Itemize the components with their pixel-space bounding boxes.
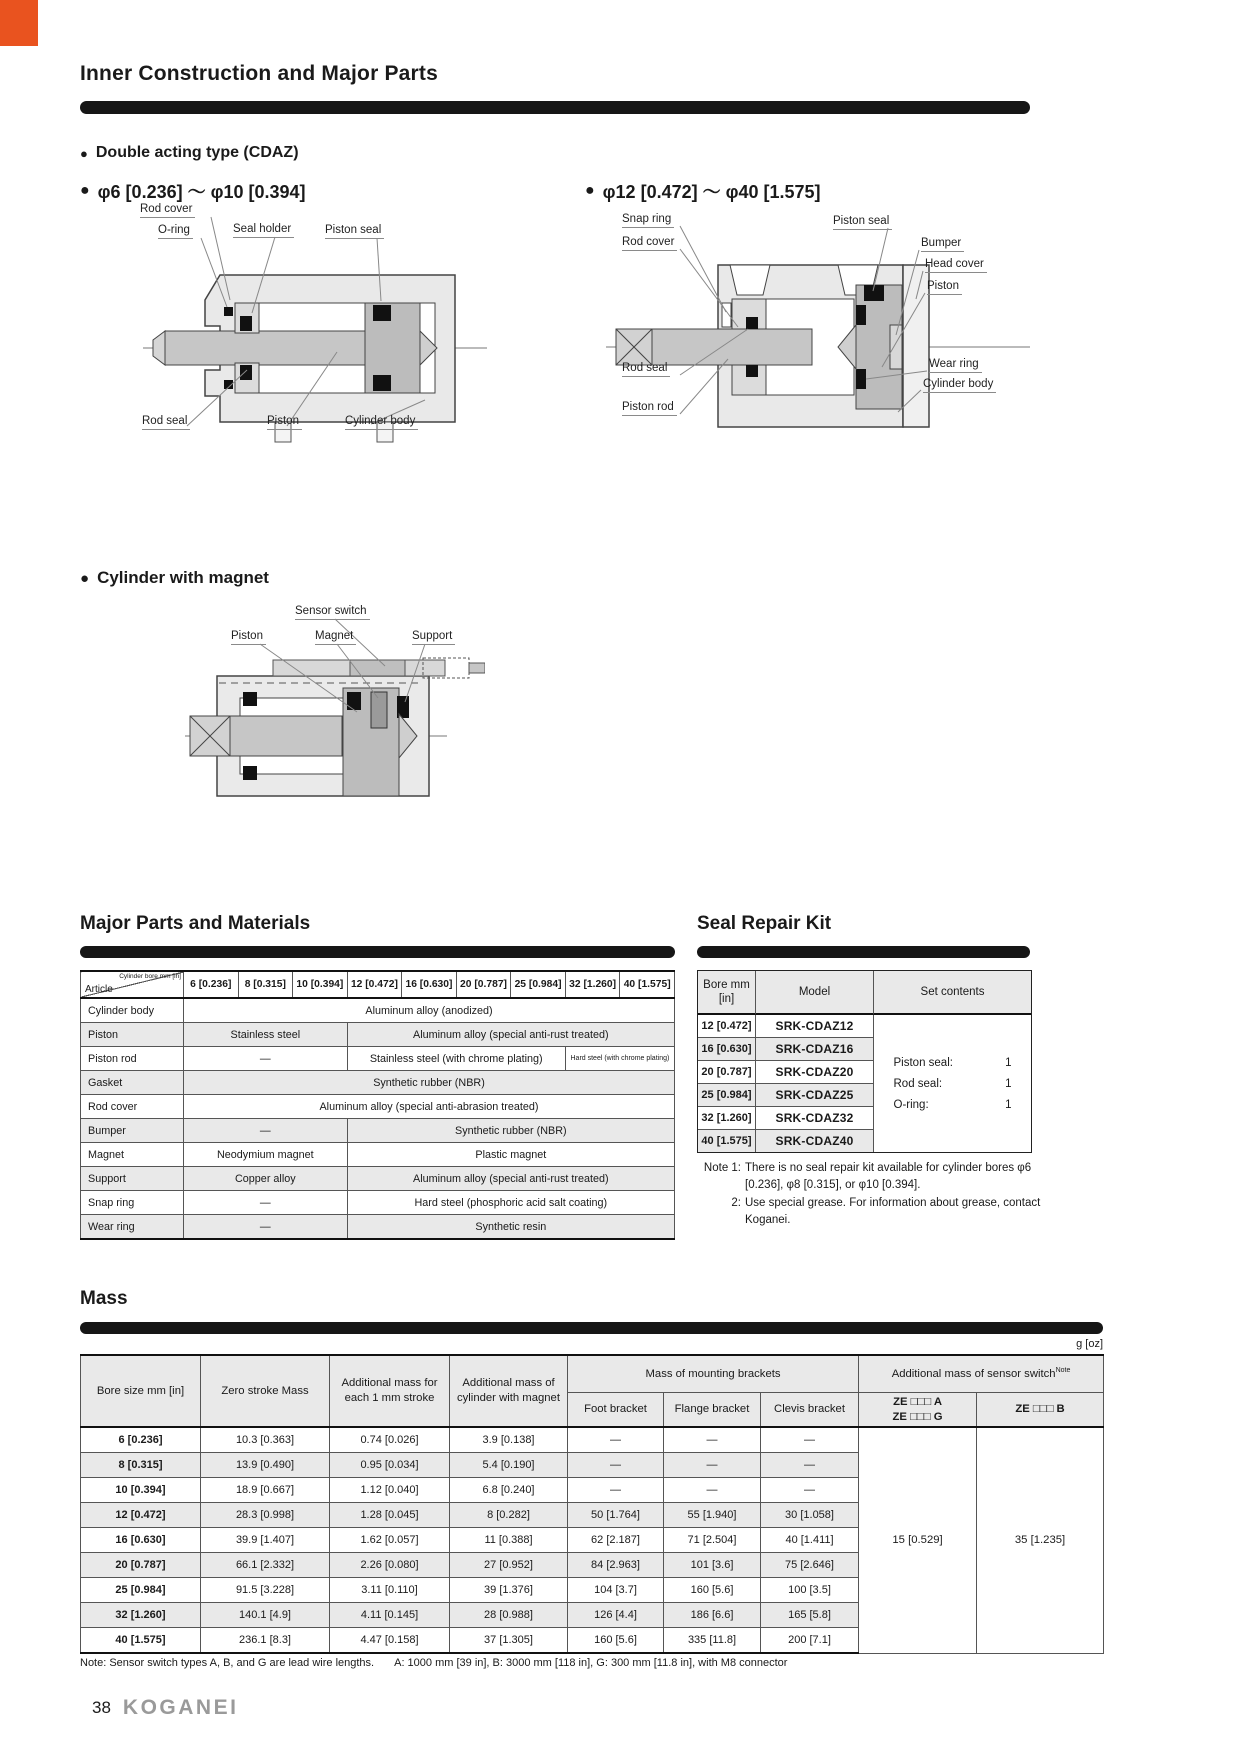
mass-value-cell: — [664,1478,761,1503]
set-content-item: Piston seal: 1 [893,1056,1012,1069]
part-label: Cylinder body [345,415,418,430]
bore-header: 6 [0.236] [184,971,239,998]
mass-value-cell: 50 [1.764] [568,1503,664,1528]
major-parts-row [81,1167,675,1191]
small-bore-diagram [125,200,495,455]
koganei-logo: KOGANEI [122,1696,239,1719]
mass-value-cell: 186 [6.6] [664,1603,761,1628]
part-label: Piston [927,280,962,295]
mass-value-cell: 39.9 [1.407] [201,1528,330,1553]
mass-value-cell: 160 [5.6] [568,1628,664,1654]
mass-value-cell: 4.47 [0.158] [330,1628,450,1654]
material-cell: — [184,1191,348,1215]
mass-value-cell: — [761,1453,859,1478]
mass-value-cell: 30 [1.058] [761,1503,859,1528]
mass-footnote: Note: Sensor switch types A, B, and G are lead wire lengths. A: 1000 mm [39 in], B: 3000 mm [118 in], G: 300 mm [11.8 in], with M8 connector [80,1657,788,1669]
page-footer [92,1696,238,1720]
mass-bore-header: Bore size mm [in] [81,1355,201,1427]
mass-value-cell: 71 [2.504] [664,1528,761,1553]
bore-header: 10 [0.394] [293,971,348,998]
mass-value-cell: — [761,1427,859,1453]
mass-add-stroke-header: Additional mass for each 1 mm stroke [330,1355,450,1427]
mass-value-cell: 13.9 [0.490] [201,1453,330,1478]
seal-kit-model-cell: SRK-CDAZ25 [756,1084,874,1107]
sensor-ag-mass-cell: 15 [0.529] [859,1427,977,1653]
major-parts-heading: Major Parts and Materials [80,913,311,934]
mass-value-cell: 10.3 [0.363] [201,1427,330,1453]
mass-value-cell: 160 [5.6] [664,1578,761,1603]
note-text: There is no seal repair kit available for cylinder bores φ6 [0.236], φ8 [0.315], or φ10 [0.394]. [745,1162,1032,1192]
material-cell: Aluminum alloy (anodized) [184,998,675,1023]
large-bore-diagram [598,207,1038,447]
material-cell: — [184,1215,348,1240]
material-cell: — [184,1047,348,1071]
mass-value-cell: 104 [3.7] [568,1578,664,1603]
seal-kit-set-contents [874,1015,1031,1152]
mass-value-cell: 55 [1.940] [664,1503,761,1528]
major-parts-row [81,998,675,1023]
article-cell: Piston rod [81,1047,184,1071]
sensor-ag-header: ZE □□□ A ZE □□□ G [859,1393,977,1428]
double-acting-heading: ● Double acting type (CDAZ) [80,144,299,161]
mass-value-cell: 40 [1.411] [761,1528,859,1553]
major-parts-row [81,1215,675,1240]
seal-kit-bore-header: Bore mm [in] [698,971,756,1015]
bullet-icon: ● [80,569,90,587]
note-label: 2: [731,1196,741,1209]
material-cell: Plastic magnet [347,1143,674,1167]
material-cell: Hard steel (with chrome plating) [565,1047,674,1071]
part-label: Rod cover [140,203,195,218]
material-cell: Stainless steel (with chrome plating) [347,1047,565,1071]
part-label: Support [412,630,455,645]
mass-bore-cell: 16 [0.630] [81,1528,201,1553]
note-text: Use special grease. For information about grease, contact Koganei. [745,1196,1041,1226]
major-parts-row [81,1143,675,1167]
major-parts-header-row [81,971,675,998]
major-parts-row [81,1095,675,1119]
mass-header-row-1 [81,1355,1104,1393]
magnet-diagram [185,600,485,830]
mass-value-cell: 3.11 [0.110] [330,1578,450,1603]
major-parts-row [81,1023,675,1047]
mass-value-cell: 100 [3.5] [761,1578,859,1603]
seal-kit-bore-cell: 20 [0.787] [698,1061,756,1084]
seal-kit-rule-bar [697,946,1030,958]
seal-kit-model-cell: SRK-CDAZ40 [756,1130,874,1152]
bore-header: 32 [1.260] [565,971,620,998]
mass-value-cell: 1.12 [0.040] [330,1478,450,1503]
mass-value-cell: 27 [0.952] [450,1553,568,1578]
mass-bore-cell: 6 [0.236] [81,1427,201,1453]
part-label: Snap ring [622,213,674,228]
mass-value-cell: — [568,1478,664,1503]
part-label: Rod seal [622,362,670,377]
mass-value-cell: 91.5 [3.228] [201,1578,330,1603]
bullet-icon: ● [80,145,88,161]
seal-kit-model-cell: SRK-CDAZ20 [756,1061,874,1084]
seal-kit-bore-cell: 40 [1.575] [698,1130,756,1152]
mass-bore-cell: 10 [0.394] [81,1478,201,1503]
mass-value-cell: 236.1 [8.3] [201,1628,330,1654]
major-parts-rule-bar [80,946,675,958]
material-cell: Neodymium magnet [184,1143,348,1167]
article-cell: Snap ring [81,1191,184,1215]
material-cell: Aluminum alloy (special anti-rust treated) [347,1023,674,1047]
clevis-bracket-header: Clevis bracket [761,1393,859,1428]
mass-value-cell: — [568,1453,664,1478]
bullet-icon: ● [80,182,90,199]
part-label: Cylinder body [923,378,996,393]
article-cell: Piston [81,1023,184,1047]
bore-header: 8 [0.315] [238,971,293,998]
mass-value-cell: 2.26 [0.080] [330,1553,450,1578]
bore-header: 16 [0.630] [402,971,457,998]
mass-value-cell: 75 [2.646] [761,1553,859,1578]
seal-kit-model-cell: SRK-CDAZ32 [756,1107,874,1130]
mass-value-cell: 200 [7.1] [761,1628,859,1654]
article-cell: Magnet [81,1143,184,1167]
mass-value-cell: 28.3 [0.998] [201,1503,330,1528]
mass-value-cell: 1.62 [0.057] [330,1528,450,1553]
article-cell: Wear ring [81,1215,184,1240]
seal-kit-contents-column [874,971,1031,1152]
mass-unit-label: g [oz] [1076,1338,1103,1350]
mass-value-cell: 101 [3.6] [664,1553,761,1578]
part-label: O-ring [158,224,193,239]
mass-value-cell: 0.95 [0.034] [330,1453,450,1478]
article-cell: Cylinder body [81,998,184,1023]
seal-kit-note [697,1195,1047,1230]
material-cell: Aluminum alloy (special anti-rust treated) [347,1167,674,1191]
seal-kit-model-cell: SRK-CDAZ12 [756,1015,874,1038]
mounting-brackets-group-header: Mass of mounting brackets [568,1355,859,1393]
sensor-b-header: ZE □□□ B [977,1393,1104,1428]
major-parts-row [81,1191,675,1215]
major-parts-table [80,970,675,1240]
article-cell: Gasket [81,1071,184,1095]
mass-value-cell: — [568,1427,664,1453]
seal-kit-model-cell: SRK-CDAZ16 [756,1038,874,1061]
seal-kit-note [697,1160,1047,1195]
mass-value-cell: 18.9 [0.667] [201,1478,330,1503]
seal-kit-bore-column [698,971,756,1152]
seal-kit-contents-header: Set contents [874,971,1031,1015]
material-cell: Synthetic rubber (NBR) [347,1119,674,1143]
mass-add-magnet-header: Additional mass of cylinder with magnet [450,1355,568,1427]
magnet-heading: ● Cylinder with magnet [80,568,269,587]
part-label: Piston seal [325,224,384,239]
mass-value-cell: 66.1 [2.332] [201,1553,330,1578]
article-cell: Rod cover [81,1095,184,1119]
seal-kit-bore-cell: 12 [0.472] [698,1015,756,1038]
mass-bore-cell: 25 [0.984] [81,1578,201,1603]
page-number: 38 [92,1698,111,1717]
note-label: Note 1: [703,1162,741,1174]
mass-bore-cell: 32 [1.260] [81,1603,201,1628]
foot-bracket-header: Foot bracket [568,1393,664,1428]
bore-header: 12 [0.472] [347,971,402,998]
mass-value-cell: 1.28 [0.045] [330,1503,450,1528]
mass-value-cell: 84 [2.963] [568,1553,664,1578]
part-label: Wear ring [929,358,982,373]
seal-repair-kit-table [697,970,1032,1153]
part-label: Rod cover [622,236,677,251]
mass-rule-bar [80,1322,1103,1334]
mass-bore-cell: 8 [0.315] [81,1453,201,1478]
mass-value-cell: 140.1 [4.9] [201,1603,330,1628]
set-content-item: Rod seal: 1 [893,1077,1012,1090]
mass-row [81,1427,1104,1453]
material-cell: Stainless steel [184,1023,348,1047]
part-label: Piston seal [833,215,892,230]
part-label: Head cover [925,258,987,273]
article-cell: Support [81,1167,184,1191]
part-label: Seal holder [233,223,294,238]
mass-value-cell: — [761,1478,859,1503]
article-cell: Bumper [81,1119,184,1143]
mass-heading: Mass [80,1288,128,1309]
bullet-icon: ● [585,182,595,199]
material-cell: Aluminum alloy (special anti-abrasion treated) [184,1095,675,1119]
seal-kit-bore-cell: 16 [0.630] [698,1038,756,1061]
part-label: Bumper [921,237,964,252]
mass-table [80,1354,1104,1654]
mass-value-cell: 4.11 [0.145] [330,1603,450,1628]
material-cell: Synthetic rubber (NBR) [184,1071,675,1095]
part-label: Rod seal [142,415,190,430]
seal-kit-heading: Seal Repair Kit [697,913,832,934]
mass-value-cell: 39 [1.376] [450,1578,568,1603]
seal-kit-notes [697,1160,1047,1229]
mass-value-cell: 8 [0.282] [450,1503,568,1528]
mass-bore-cell: 40 [1.575] [81,1628,201,1654]
sensor-switch-group-header: Additional mass of sensor switch$^{Note}$ [859,1355,1104,1393]
mass-value-cell: — [664,1453,761,1478]
page-corner-tab [0,0,38,46]
material-cell: Synthetic resin [347,1215,674,1240]
part-label: Magnet [315,630,356,645]
mass-bore-cell: 20 [0.787] [81,1553,201,1578]
material-cell: Copper alloy [184,1167,348,1191]
mass-value-cell: 5.4 [0.190] [450,1453,568,1478]
major-parts-row [81,1047,675,1071]
mass-value-cell: 126 [4.4] [568,1603,664,1628]
bore-header: 40 [1.575] [620,971,675,998]
part-label: Sensor switch [295,605,370,620]
seal-kit-bore-cell: 25 [0.984] [698,1084,756,1107]
mass-zero-stroke-header: Zero stroke Mass [201,1355,330,1427]
mass-value-cell: 28 [0.988] [450,1603,568,1628]
page-title: Inner Construction and Major Parts [80,62,439,85]
seal-kit-bore-cell: 32 [1.260] [698,1107,756,1130]
material-cell: — [184,1119,348,1143]
sensor-b-mass-cell: 35 [1.235] [977,1427,1104,1653]
mass-value-cell: 37 [1.305] [450,1628,568,1654]
mass-bore-cell: 12 [0.472] [81,1503,201,1528]
seal-kit-model-column [756,971,874,1152]
part-label: Piston [231,630,266,645]
bore-header: 20 [0.787] [456,971,511,998]
mass-value-cell: — [664,1427,761,1453]
mass-value-cell: 62 [2.187] [568,1528,664,1553]
mass-value-cell: 0.74 [0.026] [330,1427,450,1453]
part-label: Piston rod [622,401,677,416]
part-label: Piston [267,415,302,430]
seal-kit-model-header: Model [756,971,874,1015]
mass-value-cell: 6.8 [0.240] [450,1478,568,1503]
mass-value-cell: 11 [0.388] [450,1528,568,1553]
large-bore-heading: ● φ12 [0.472] ～ φ40 [1.575] [585,182,821,202]
mass-value-cell: 3.9 [0.138] [450,1427,568,1453]
set-content-item: O-ring: 1 [893,1098,1012,1111]
bore-header: 25 [0.984] [511,971,566,998]
mass-value-cell: 165 [5.8] [761,1603,859,1628]
flange-bracket-header: Flange bracket [664,1393,761,1428]
major-parts-row [81,1071,675,1095]
small-bore-heading: ● φ6 [0.236] ～ φ10 [0.394] [80,182,306,202]
title-rule-bar [80,101,1030,114]
mass-value-cell: 335 [11.8] [664,1628,761,1654]
article-bore-corner-cell: Cylinder bore mm [in] Article [81,971,184,998]
major-parts-row [81,1119,675,1143]
material-cell: Hard steel (phosphoric acid salt coating) [347,1191,674,1215]
